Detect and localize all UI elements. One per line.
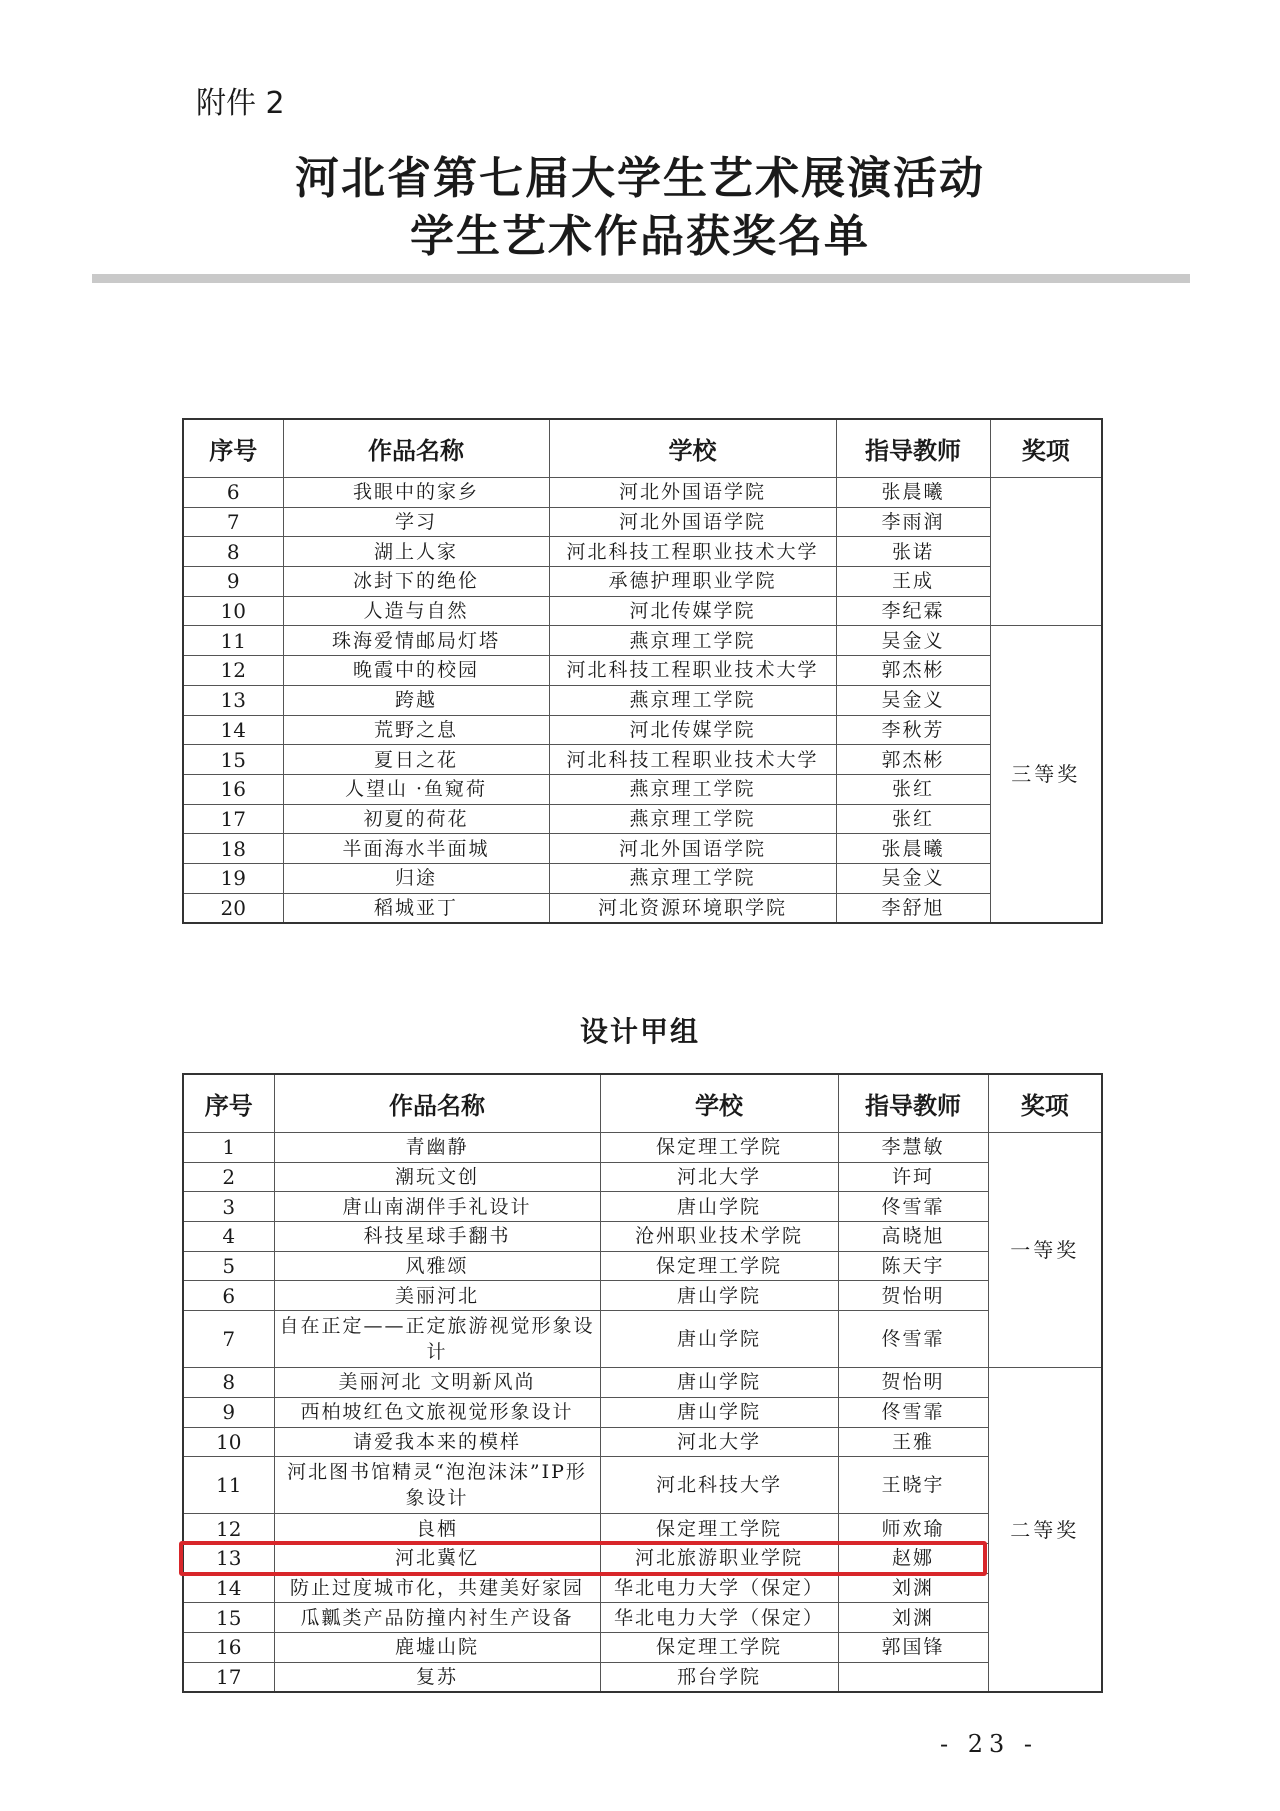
school-name: 河北大学: [600, 1162, 838, 1192]
header-work: 作品名称: [274, 1074, 600, 1133]
teacher-name: 李慧敏: [838, 1133, 988, 1163]
work-title: 请爱我本来的模样: [274, 1427, 600, 1457]
work-title: 冰封下的绝伦: [283, 567, 549, 597]
awards-table-continued: [182, 418, 1103, 924]
header-award: 奖项: [990, 419, 1102, 478]
school-name: 唐山学院: [600, 1397, 838, 1427]
work-title: 稻城亚丁: [283, 893, 549, 923]
work-title: 湖上人家: [283, 537, 549, 567]
school-name: 河北科技大学: [600, 1457, 838, 1514]
table-row: [183, 656, 1102, 686]
table-row: [183, 863, 1102, 893]
work-title: 归途: [283, 863, 549, 893]
teacher-name: 李雨润: [836, 507, 990, 537]
row-number: 13: [183, 1543, 274, 1573]
section-heading: 设计甲组: [579, 1015, 700, 1048]
teacher-name: 张诺: [836, 537, 990, 567]
table-row: [183, 774, 1102, 804]
row-number: 14: [183, 1573, 274, 1603]
attachment-label: 附件 2: [196, 86, 285, 121]
table-row: [183, 478, 1102, 508]
teacher-name: 贺怡明: [838, 1281, 988, 1311]
table-row: [183, 1603, 1102, 1633]
work-title: 夏日之花: [283, 745, 549, 775]
teacher-name: 张晨曦: [836, 834, 990, 864]
row-number: 20: [183, 893, 283, 923]
table-row: [183, 893, 1102, 923]
row-number: 15: [183, 1603, 274, 1633]
work-title: 美丽河北 文明新风尚: [274, 1368, 600, 1398]
title-line-1: 河北省第七届大学生艺术展演活动: [295, 153, 985, 204]
teacher-name: 佟雪霏: [838, 1192, 988, 1222]
teacher-name: 吴金义: [836, 626, 990, 656]
school-name: 保定理工学院: [600, 1632, 838, 1662]
row-number: 4: [183, 1222, 274, 1252]
work-title: 唐山南湖伴手礼设计: [274, 1192, 600, 1222]
school-name: 河北科技工程职业技术大学: [549, 537, 836, 567]
work-title: 复苏: [274, 1662, 600, 1692]
row-number: 14: [183, 715, 283, 745]
row-number: 16: [183, 774, 283, 804]
school-name: 唐山学院: [600, 1192, 838, 1222]
row-number: 8: [183, 537, 283, 567]
teacher-name: 郭杰彬: [836, 656, 990, 686]
row-number: 16: [183, 1632, 274, 1662]
teacher-name: 张红: [836, 804, 990, 834]
row-number: 11: [183, 626, 283, 656]
header-no: 序号: [183, 1074, 274, 1133]
teacher-name: 贺怡明: [838, 1368, 988, 1398]
page-number: - 23 -: [940, 1730, 1039, 1758]
table-row: [183, 1632, 1102, 1662]
row-number: 3: [183, 1192, 274, 1222]
row-number: 19: [183, 863, 283, 893]
teacher-name: 许珂: [838, 1162, 988, 1192]
teacher-name: 吴金义: [836, 685, 990, 715]
row-number: 15: [183, 745, 283, 775]
school-name: 河北外国语学院: [549, 478, 836, 508]
table-row: [183, 715, 1102, 745]
row-number: 11: [183, 1457, 274, 1514]
school-name: 河北大学: [600, 1427, 838, 1457]
school-name: 河北传媒学院: [549, 596, 836, 626]
header-award: 奖项: [988, 1074, 1102, 1133]
row-number: 2: [183, 1162, 274, 1192]
school-name: 河北外国语学院: [549, 834, 836, 864]
teacher-name: 刘渊: [838, 1603, 988, 1633]
school-name: 唐山学院: [600, 1311, 838, 1368]
header-work: 作品名称: [283, 419, 549, 478]
award-third: 三等奖: [990, 626, 1102, 923]
work-title: 自在正定——正定旅游视觉形象设计: [274, 1311, 600, 1368]
table-row: [183, 1192, 1102, 1222]
header-school: 学校: [600, 1074, 838, 1133]
table-header-row: [183, 1074, 1102, 1133]
table-row: [183, 685, 1102, 715]
work-title: 半面海水半面城: [283, 834, 549, 864]
teacher-name: 李舒旭: [836, 893, 990, 923]
table-row: [183, 1514, 1102, 1544]
teacher-name: 吴金义: [836, 863, 990, 893]
school-name: 华北电力大学（保定）: [600, 1573, 838, 1603]
row-number: 12: [183, 656, 283, 686]
teacher-name: 李秋芳: [836, 715, 990, 745]
school-name: 河北资源环境职学院: [549, 893, 836, 923]
table-header-row: [183, 419, 1102, 478]
row-number: 13: [183, 685, 283, 715]
school-name: 保定理工学院: [600, 1514, 838, 1544]
table-row: [183, 1251, 1102, 1281]
school-name: 保定理工学院: [600, 1251, 838, 1281]
table-row: [183, 1162, 1102, 1192]
table-row: [183, 1368, 1102, 1398]
title-line-2: 学生艺术作品获奖名单: [410, 211, 870, 262]
work-title: 珠海爱情邮局灯塔: [283, 626, 549, 656]
header-teacher: 指导教师: [836, 419, 990, 478]
row-number: 8: [183, 1368, 274, 1398]
table-row: [183, 1457, 1102, 1514]
school-name: 燕京理工学院: [549, 626, 836, 656]
school-name: 燕京理工学院: [549, 774, 836, 804]
school-name: 河北科技工程职业技术大学: [549, 656, 836, 686]
teacher-name: 张晨曦: [836, 478, 990, 508]
row-number: 17: [183, 1662, 274, 1692]
table-row: [183, 1662, 1102, 1692]
design-group-a-table: [182, 1073, 1103, 1693]
school-name: 邢台学院: [600, 1662, 838, 1692]
title-divider: [92, 274, 1190, 283]
row-number: 9: [183, 567, 283, 597]
work-title: 西柏坡红色文旅视觉形象设计: [274, 1397, 600, 1427]
work-title: 防止过度城市化，共建美好家园: [274, 1573, 600, 1603]
school-name: 河北旅游职业学院: [600, 1543, 838, 1573]
table-row: [183, 1397, 1102, 1427]
table-row: [183, 537, 1102, 567]
row-number: 5: [183, 1251, 274, 1281]
row-number: 6: [183, 1281, 274, 1311]
work-title: 荒野之息: [283, 715, 549, 745]
teacher-name: 郭国锋: [838, 1632, 988, 1662]
table-row: [183, 507, 1102, 537]
table-row: [183, 745, 1102, 775]
row-number: 6: [183, 478, 283, 508]
table-row: [183, 567, 1102, 597]
teacher-name: 师欢瑜: [838, 1514, 988, 1544]
row-number: 7: [183, 507, 283, 537]
school-name: 河北传媒学院: [549, 715, 836, 745]
document-title: [0, 150, 1280, 266]
school-name: 华北电力大学（保定）: [600, 1603, 838, 1633]
teacher-name: 王雅: [838, 1427, 988, 1457]
row-number: 17: [183, 804, 283, 834]
school-name: 燕京理工学院: [549, 804, 836, 834]
table-row: [183, 804, 1102, 834]
table-row: [183, 1543, 1102, 1573]
work-title: 跨越: [283, 685, 549, 715]
school-name: 燕京理工学院: [549, 685, 836, 715]
school-name: 承德护理职业学院: [549, 567, 836, 597]
school-name: 唐山学院: [600, 1281, 838, 1311]
header-teacher: 指导教师: [838, 1074, 988, 1133]
school-name: 燕京理工学院: [549, 863, 836, 893]
work-title: 河北冀忆: [274, 1543, 600, 1573]
row-number: 1: [183, 1133, 274, 1163]
work-title: 初夏的荷花: [283, 804, 549, 834]
row-number: 9: [183, 1397, 274, 1427]
work-title: 晚霞中的校园: [283, 656, 549, 686]
work-title: 潮玩文创: [274, 1162, 600, 1192]
teacher-name: 佟雪霏: [838, 1397, 988, 1427]
table-row: [183, 1427, 1102, 1457]
table-row: [183, 626, 1102, 656]
table-row: [183, 1281, 1102, 1311]
work-title: 青幽静: [274, 1133, 600, 1163]
teacher-name: 李纪霖: [836, 596, 990, 626]
award-cell-empty: [990, 478, 1102, 626]
work-title: 风雅颂: [274, 1251, 600, 1281]
teacher-name: 陈天宇: [838, 1251, 988, 1281]
teacher-name: 张红: [836, 774, 990, 804]
row-number: 10: [183, 1427, 274, 1457]
work-title: 人造与自然: [283, 596, 549, 626]
work-title: 我眼中的家乡: [283, 478, 549, 508]
school-name: 沧州职业技术学院: [600, 1222, 838, 1252]
table-row: [183, 1222, 1102, 1252]
work-title: 河北图书馆精灵“泡泡沫沫”IP形象设计: [274, 1457, 600, 1514]
teacher-name: 王成: [836, 567, 990, 597]
teacher-name: [838, 1662, 988, 1692]
work-title: 学习: [283, 507, 549, 537]
work-title: 美丽河北: [274, 1281, 600, 1311]
work-title: 良栖: [274, 1514, 600, 1544]
teacher-name: 高晓旭: [838, 1222, 988, 1252]
teacher-name: 佟雪霏: [838, 1311, 988, 1368]
row-number: 10: [183, 596, 283, 626]
work-title: 人望山 ·鱼窥荷: [283, 774, 549, 804]
teacher-name: 刘渊: [838, 1573, 988, 1603]
row-number: 7: [183, 1311, 274, 1368]
header-no: 序号: [183, 419, 283, 478]
award-second: 二等奖: [988, 1368, 1102, 1693]
teacher-name: 郭杰彬: [836, 745, 990, 775]
work-title: 瓜瓤类产品防撞内衬生产设备: [274, 1603, 600, 1633]
teacher-name: 赵娜: [838, 1543, 988, 1573]
school-name: 唐山学院: [600, 1368, 838, 1398]
table-row: [183, 1573, 1102, 1603]
table-row: [183, 1133, 1102, 1163]
header-school: 学校: [549, 419, 836, 478]
school-name: 保定理工学院: [600, 1133, 838, 1163]
table-row: [183, 596, 1102, 626]
teacher-name: 王晓宇: [838, 1457, 988, 1514]
row-number: 12: [183, 1514, 274, 1544]
work-title: 科技星球手翻书: [274, 1222, 600, 1252]
row-number: 18: [183, 834, 283, 864]
award-first: 一等奖: [988, 1133, 1102, 1368]
school-name: 河北科技工程职业技术大学: [549, 745, 836, 775]
table-row: [183, 834, 1102, 864]
table-row: [183, 1311, 1102, 1368]
school-name: 河北外国语学院: [549, 507, 836, 537]
work-title: 鹿墟山院: [274, 1632, 600, 1662]
